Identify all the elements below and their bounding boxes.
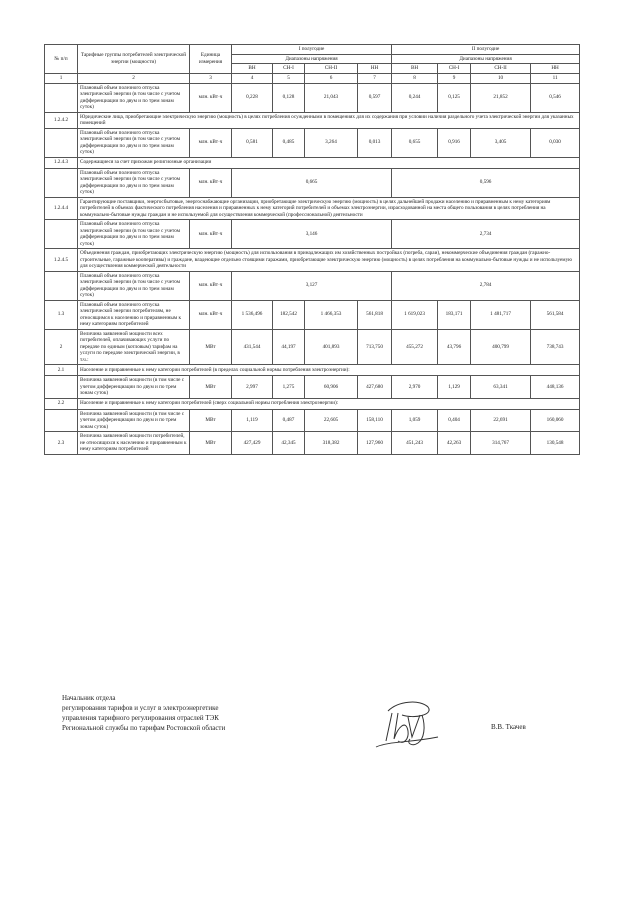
value-cell: 1,059 <box>392 409 438 432</box>
value-cell: 0,404 <box>438 409 471 432</box>
table-row <box>45 128 580 157</box>
header-level: СН-II <box>305 64 358 74</box>
position-line: управления тарифного регулирования отраслей ТЭК <box>62 714 219 722</box>
row-label: Величина заявленной мощности всех потребителей, оплачивающих услуги по передаче по единым (котловым) тарифам на услуги по передаче электрической энергии, в т.ч.: <box>78 329 190 365</box>
row-unit: млн. кВт·ч <box>190 271 232 300</box>
value-cell: 130,548 <box>531 432 580 455</box>
handwritten-signature <box>368 697 444 753</box>
value-cell: 400,799 <box>471 329 531 365</box>
section-title: Объединения граждан, приобретающих электрическую энергию (мощность) для использования в принадлежащих им хозяйственных постройках (погреба, сараи), некоммерческие объединения граждан (гаражно-строительные, гаражные кооперативы) и граждане, владеющие отдельно стоящими гаражами, приобретающие электрическую энергию (мощность) в целях потребления на коммунально-бытовые нужды и не используемую для осуществления коммерческой деятельности <box>78 249 580 272</box>
col-number: 6 <box>305 73 358 83</box>
section-row <box>45 398 580 409</box>
value-cell: 21,852 <box>471 83 531 112</box>
row-unit: млн. кВт·ч <box>190 300 232 329</box>
col-number: 9 <box>438 73 471 83</box>
row-label: Плановый объем полезного отпуска электрической энергии потребителям, не относящимся к населению и приравненным к нему категориям потребителей <box>78 300 190 329</box>
value-cell: 1 481,717 <box>471 300 531 329</box>
value-cell: 3,405 <box>471 128 531 157</box>
position-line: регулирования тарифов и услуг в электроэнергетике <box>62 704 219 712</box>
col-number: 11 <box>531 73 580 83</box>
row-label: Плановый объем полезного отпуска электрической энергии (в том числе с учетом дифференциации по двум и по трем зонам суток) <box>78 168 190 197</box>
row-number <box>45 376 78 399</box>
value-cell: 561,584 <box>531 300 580 329</box>
value-cell: 0,030 <box>531 128 580 157</box>
value-cell: 448,136 <box>531 376 580 399</box>
value-cell: 0,581 <box>232 128 273 157</box>
row-label: Величина заявленной мощности (в том числе с учетом дифференциации по двум и по трем зонам суток) <box>78 376 190 399</box>
value-cell: 0,597 <box>358 83 392 112</box>
table-row <box>45 220 580 249</box>
row-unit: млн. кВт·ч <box>190 83 232 112</box>
value-cell: 738,743 <box>531 329 580 365</box>
value-cell: 561,818 <box>358 300 392 329</box>
row-number: 1.2.4.4 <box>45 197 78 220</box>
col-number: 8 <box>392 73 438 83</box>
value-cell: 0,916 <box>438 128 471 157</box>
value-cell: 401,893 <box>305 329 358 365</box>
value-cell: 318,382 <box>305 432 358 455</box>
row-label: Плановый объем полезного отпуска электрической энергии (в том числе с учетом дифференциации по двум и по трем зонам суток) <box>78 271 190 300</box>
table-row <box>45 409 580 432</box>
table-row <box>45 168 580 197</box>
section-title: Юридические лица, приобретающие электрическую энергию (мощность) в целях потребления осужденными в помещениях для их содержания при условии наличия раздельного учета электрической энергии для указанных помещений <box>78 112 580 128</box>
value-cell: 158,110 <box>358 409 392 432</box>
row-number: 2.1 <box>45 365 78 376</box>
value-cell: 0,665 <box>232 168 392 197</box>
row-number: 1.2.4.5 <box>45 249 78 272</box>
section-row <box>45 249 580 272</box>
value-cell: 160,060 <box>531 409 580 432</box>
value-cell: 2,734 <box>392 220 580 249</box>
value-cell: 1,129 <box>438 376 471 399</box>
row-unit: МВт <box>190 376 232 399</box>
header-half1: I полугодие <box>232 45 392 55</box>
row-unit: МВт <box>190 329 232 365</box>
value-cell: 127,960 <box>358 432 392 455</box>
section-row <box>45 112 580 128</box>
tariff-table <box>44 44 580 455</box>
row-unit: МВт <box>190 432 232 455</box>
position-line: Начальник отдела <box>62 694 116 702</box>
col-number: 1 <box>45 73 78 83</box>
value-cell: 1 536,496 <box>232 300 273 329</box>
value-cell: 713,750 <box>358 329 392 365</box>
section-row <box>45 197 580 220</box>
value-cell: 60,906 <box>305 376 358 399</box>
table-row <box>45 376 580 399</box>
header-level: НН <box>358 64 392 74</box>
col-number: 10 <box>471 73 531 83</box>
table-row <box>45 329 580 365</box>
table-row <box>45 300 580 329</box>
value-cell: 314,767 <box>471 432 531 455</box>
value-cell: 1 619,023 <box>392 300 438 329</box>
row-number <box>45 83 78 112</box>
value-cell: 0,655 <box>392 128 438 157</box>
table-body <box>45 83 580 454</box>
value-cell: 42,345 <box>273 432 305 455</box>
row-number <box>45 128 78 157</box>
row-label: Величина заявленной мощности потребителей, не относящихся к населению и приравненным к нему категориям потребителей <box>78 432 190 455</box>
table-row <box>45 432 580 455</box>
header-no: № п/п <box>45 45 78 74</box>
row-number <box>45 220 78 249</box>
header-group: Тарифные группы потребителей электрической энергии (мощности) <box>78 45 190 74</box>
row-number: 2.3 <box>45 432 78 455</box>
section-row <box>45 157 580 168</box>
value-cell: 3,264 <box>305 128 358 157</box>
value-cell: 2,784 <box>392 271 580 300</box>
value-cell: 43,796 <box>438 329 471 365</box>
table-row <box>45 271 580 300</box>
value-cell: 1 466,353 <box>305 300 358 329</box>
row-unit: МВт <box>190 409 232 432</box>
value-cell: 0,228 <box>232 83 273 112</box>
row-number <box>45 168 78 197</box>
value-cell: 0,013 <box>358 128 392 157</box>
value-cell: 1,275 <box>273 376 305 399</box>
row-number: 1.2.4.3 <box>45 157 78 168</box>
value-cell: 1,119 <box>232 409 273 432</box>
header-level: НН <box>531 64 580 74</box>
header-voltage-ranges-2: Диапазоны напряжения <box>392 54 580 64</box>
section-title: Население и приравненные к нему категории потребителей (сверх социальной нормы потребления электроэнергии): <box>78 398 580 409</box>
row-number <box>45 409 78 432</box>
value-cell: 0,487 <box>273 409 305 432</box>
col-number: 4 <box>232 73 273 83</box>
row-unit: млн. кВт·ч <box>190 128 232 157</box>
section-row <box>45 365 580 376</box>
value-cell: 182,542 <box>273 300 305 329</box>
row-number: 2.2 <box>45 398 78 409</box>
value-cell: 44,197 <box>273 329 305 365</box>
value-cell: 0,244 <box>392 83 438 112</box>
section-title: Содержащиеся за счет прихожан религиозные организации <box>78 157 580 168</box>
row-label: Величина заявленной мощности (в том числе с учетом дифференциации по двум и по трем зонам суток) <box>78 409 190 432</box>
header-level: ВН <box>392 64 438 74</box>
header-level: ВН <box>232 64 273 74</box>
col-number: 7 <box>358 73 392 83</box>
value-cell: 427,429 <box>232 432 273 455</box>
header-unit: Единица измерения <box>190 45 232 74</box>
value-cell: 2,970 <box>392 376 438 399</box>
row-number <box>45 271 78 300</box>
col-number: 3 <box>190 73 232 83</box>
col-number: 5 <box>273 73 305 83</box>
value-cell: 2,997 <box>232 376 273 399</box>
value-cell: 427,680 <box>358 376 392 399</box>
col-number: 2 <box>78 73 190 83</box>
value-cell: 0,125 <box>438 83 471 112</box>
value-cell: 183,171 <box>438 300 471 329</box>
section-title: Население и приравненные к нему категории потребителей (в пределах социальной нормы потребления электроэнергии): <box>78 365 580 376</box>
value-cell: 42,263 <box>438 432 471 455</box>
row-number: 1.3 <box>45 300 78 329</box>
section-title: Гарантирующие поставщики, энергосбытовые, энергоснабжающие организации, приобретающие электрическую энергию (мощность) в целях дальнейшей продажи населению и приравненным к нему категориям потребителей в объемах фактического потребления населения и приравненных к нему категорий потребителей и объемах электроэнергии, израсходованной на места общего пользования в целях потребления на коммунально-бытовые нужды граждан и не используемой для осуществления коммерческой (профессиональной) деятельности <box>78 197 580 220</box>
value-cell: 63,341 <box>471 376 531 399</box>
row-number: 1.2.4.2 <box>45 112 78 128</box>
value-cell: 0,546 <box>531 83 580 112</box>
row-unit: млн. кВт·ч <box>190 220 232 249</box>
signatory-name: В.В. Ткачев <box>491 723 526 731</box>
header-level: СН-I <box>438 64 471 74</box>
table-header <box>45 45 580 84</box>
value-cell: 3,146 <box>232 220 392 249</box>
value-cell: 3,127 <box>232 271 392 300</box>
row-label: Плановый объем полезного отпуска электрической энергии (в том числе с учетом дифференциации по двум и по трем зонам суток) <box>78 83 190 112</box>
value-cell: 22,605 <box>305 409 358 432</box>
value-cell: 22,691 <box>471 409 531 432</box>
row-unit: млн. кВт·ч <box>190 168 232 197</box>
signature-block <box>62 693 225 733</box>
value-cell: 21,043 <box>305 83 358 112</box>
header-voltage-ranges-1: Диапазоны напряжения <box>232 54 392 64</box>
table-row <box>45 83 580 112</box>
row-label: Плановый объем полезного отпуска электрической энергии (в том числе с учетом дифференциации по двум и по трем зонам суток) <box>78 220 190 249</box>
header-half2: II полугодие <box>392 45 580 55</box>
value-cell: 0,596 <box>392 168 580 197</box>
value-cell: 451,243 <box>392 432 438 455</box>
value-cell: 455,272 <box>392 329 438 365</box>
header-level: СН-I <box>273 64 305 74</box>
header-level: СН-II <box>471 64 531 74</box>
row-number: 2 <box>45 329 78 365</box>
value-cell: 0,128 <box>273 83 305 112</box>
value-cell: 0,485 <box>273 128 305 157</box>
position-line: Региональной службы по тарифам Ростовской области <box>62 724 226 732</box>
value-cell: 431,544 <box>232 329 273 365</box>
row-label: Плановый объем полезного отпуска электрической энергии (в том числе с учетом дифференциации по двум и по трем зонам суток) <box>78 128 190 157</box>
